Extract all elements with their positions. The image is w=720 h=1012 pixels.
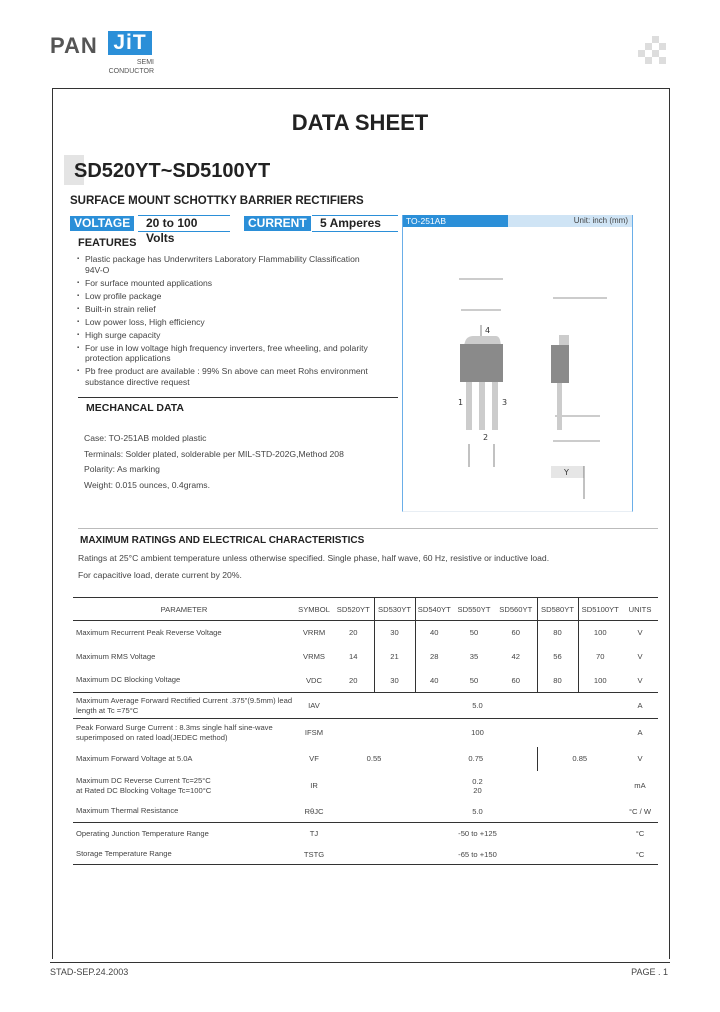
value: 30 [374, 669, 415, 693]
unit: V [622, 669, 658, 693]
feature-item: ▪ Built-in strain relief [77, 304, 377, 315]
param: Maximum Forward Voltage at 5.0A [76, 753, 193, 763]
col-header: UNITS [622, 598, 658, 621]
mech-case: Case: TO-251AB molded plastic [84, 433, 207, 443]
current-value: 5 Amperes [312, 215, 398, 232]
symbol: IFSM [304, 728, 324, 738]
footer-rule [50, 962, 670, 963]
col-header: SD520YT [333, 598, 374, 621]
param: Maximum Average Forward Rectified Current .375"(9.5mm) lead length at Tc =75°C [73, 693, 295, 719]
feature-item: ▪ Pb free product are available : 99% Sn above can meet Rohs environment substance directive request [77, 366, 377, 387]
unit: °C / W [622, 801, 658, 823]
value: 70 [578, 645, 622, 669]
value: 40 [415, 621, 453, 645]
value: 100 [471, 728, 484, 738]
logo-jit: JiT [108, 31, 152, 55]
value: 0.55 [366, 754, 382, 763]
table-row [73, 771, 658, 801]
pin-label: 3 [502, 398, 508, 407]
symbol: IAV [295, 693, 333, 719]
symbol: VRRM [302, 628, 326, 638]
symbol: VRMS [303, 652, 325, 661]
col-header: SD550YT [453, 598, 495, 621]
value: 50 [453, 669, 495, 693]
symbol: TJ [309, 829, 319, 839]
unit: °C [622, 845, 658, 865]
value: 0.75 [468, 754, 484, 763]
value: 60 [495, 669, 537, 693]
param: Operating Junction Temperature Range [76, 828, 209, 838]
value: 80 [537, 669, 578, 693]
voltage-label: VOLTAGE [70, 216, 134, 231]
diagram-header [403, 215, 632, 227]
logo-sub1: SEMI [136, 59, 154, 66]
param-line: at Rated DC Blocking Voltage Tc=100°C [76, 785, 212, 795]
value: 14 [349, 652, 358, 661]
current-label: CURRENT [244, 216, 311, 231]
unit: A [622, 693, 658, 719]
col-header: SD580YT [537, 598, 578, 621]
table-row [73, 669, 658, 693]
package-name: TO-251AB [403, 215, 508, 227]
unit-label: Unit: inch (mm) [573, 216, 628, 225]
product-subtitle: SURFACE MOUNT SCHOTTKY BARRIER RECTIFIERS [70, 195, 364, 207]
value: 56 [537, 645, 578, 669]
value: 80 [537, 621, 578, 645]
pin-label: 2 [483, 433, 489, 442]
unit: V [637, 652, 643, 661]
param: Storage Temperature Range [73, 845, 295, 865]
value: -50 to +125 [458, 829, 497, 839]
value [333, 771, 622, 801]
value: 5.0 [333, 693, 622, 719]
feature-item: ▪ For surface mounted applications [77, 278, 377, 289]
ratings-note: For capacitive load, derate current by 20%. [78, 570, 242, 580]
param: Maximum Recurrent Peak Reverse Voltage [76, 627, 222, 637]
symbol: VF [309, 754, 319, 763]
table-row [73, 801, 658, 823]
value: 50 [469, 628, 479, 638]
value: 35 [469, 652, 479, 661]
mech-terminals: Terminals: Solder plated, solderable per MIL-STD-202G,Method 208 [84, 449, 344, 459]
value: 0.85 [537, 747, 622, 771]
value: 20 [349, 628, 358, 638]
col-header: SD5100YT [578, 598, 622, 621]
feature-item: ▪ Low profile package [77, 291, 377, 302]
package-diagram [402, 215, 633, 512]
param: Maximum Thermal Resistance [73, 801, 295, 823]
voltage-value: 20 to 100 Volts [138, 215, 230, 232]
table-row [73, 719, 658, 747]
unit: V [637, 628, 643, 638]
ratings-note: Ratings at 25°C ambient temperature unless otherwise specified. Single phase, half wave, 60 Hz, resistive or inductive load. [78, 553, 550, 563]
marking-label: Y [564, 468, 569, 477]
param [73, 771, 295, 801]
mechanical-heading: MECHANCAL DATA [86, 402, 184, 414]
col-header: SYMBOL [295, 598, 333, 621]
table-row [73, 823, 658, 845]
table-row [73, 693, 658, 719]
ratings-heading: MAXIMUM RATINGS AND ELECTRICAL CHARACTERISTICS [80, 535, 365, 546]
param: Peak Forward Surge Current : 8.3ms single half sine-wave superimposed on rated load(JEDEC method) [76, 722, 273, 742]
pin-label: 1 [458, 398, 464, 407]
feature-item: ▪ High surge capacity [77, 330, 377, 341]
feature-item: ▪ Plastic package has Underwriters Laboratory Flammability Classification 94V-O [77, 254, 377, 275]
col-header: SD530YT [374, 598, 415, 621]
page-title: DATA SHEET [291, 110, 429, 135]
feature-item: ▪ Low power loss, High efficiency [77, 317, 377, 328]
symbol: RθJC [295, 801, 333, 823]
symbol: TSTG [295, 845, 333, 865]
table-row [73, 845, 658, 865]
col-header: PARAMETER [73, 598, 295, 621]
symbol: VDC [295, 669, 333, 693]
value: 30 [374, 621, 415, 645]
unit: °C [635, 829, 645, 839]
param: Maximum RMS Voltage [76, 651, 156, 661]
mech-weight: Weight: 0.015 ounces, 0.4grams. [84, 480, 210, 490]
feature-item: ▪ For use in low voltage high frequency inverters, free wheeling, and polarity protection applications [77, 343, 377, 364]
value: -65 to +150 [333, 845, 622, 865]
value: 100 [578, 669, 622, 693]
param: Maximum DC Blocking Voltage [73, 669, 295, 693]
value: 40 [415, 669, 453, 693]
footer-date: STAD-SEP.24.2003 [50, 967, 129, 977]
logo-subtitle [108, 58, 154, 76]
value: 21 [374, 645, 415, 669]
logo-sub2: CONDUCTOR [108, 68, 154, 75]
table-row [73, 747, 658, 771]
value: 100 [578, 621, 622, 645]
decorative-dots-icon [638, 36, 668, 66]
value: 28 [415, 645, 453, 669]
logo-pan: PAN [50, 33, 98, 58]
unit: mA [634, 781, 646, 790]
value-line: 0.2 [472, 776, 483, 786]
ratings-table [73, 597, 658, 865]
model-range: SD520YT~SD5100YT [74, 160, 271, 182]
symbol: IR [310, 781, 318, 790]
unit: A [637, 728, 643, 738]
section-divider [78, 528, 658, 529]
table-header-row [73, 598, 658, 621]
value: 60 [511, 628, 520, 638]
page-number: PAGE . 1 [631, 967, 668, 977]
param-line: Maximum DC Reverse Current Tc=25°C [76, 775, 211, 785]
value: 5.0 [333, 801, 622, 823]
package-drawing [403, 227, 632, 511]
features-list [77, 254, 377, 390]
value: 42 [511, 652, 520, 661]
value-line: 20 [473, 785, 482, 795]
section-divider [78, 397, 398, 398]
unit: V [637, 754, 643, 763]
table-row [73, 645, 658, 669]
features-heading: FEATURES [78, 237, 137, 249]
col-header: SD540YT [415, 598, 453, 621]
table-row [73, 621, 658, 645]
pin-label: 4 [485, 326, 491, 335]
col-header: SD560YT [495, 598, 537, 621]
value: 20 [333, 669, 374, 693]
mech-polarity: Polarity: As marking [84, 464, 160, 474]
